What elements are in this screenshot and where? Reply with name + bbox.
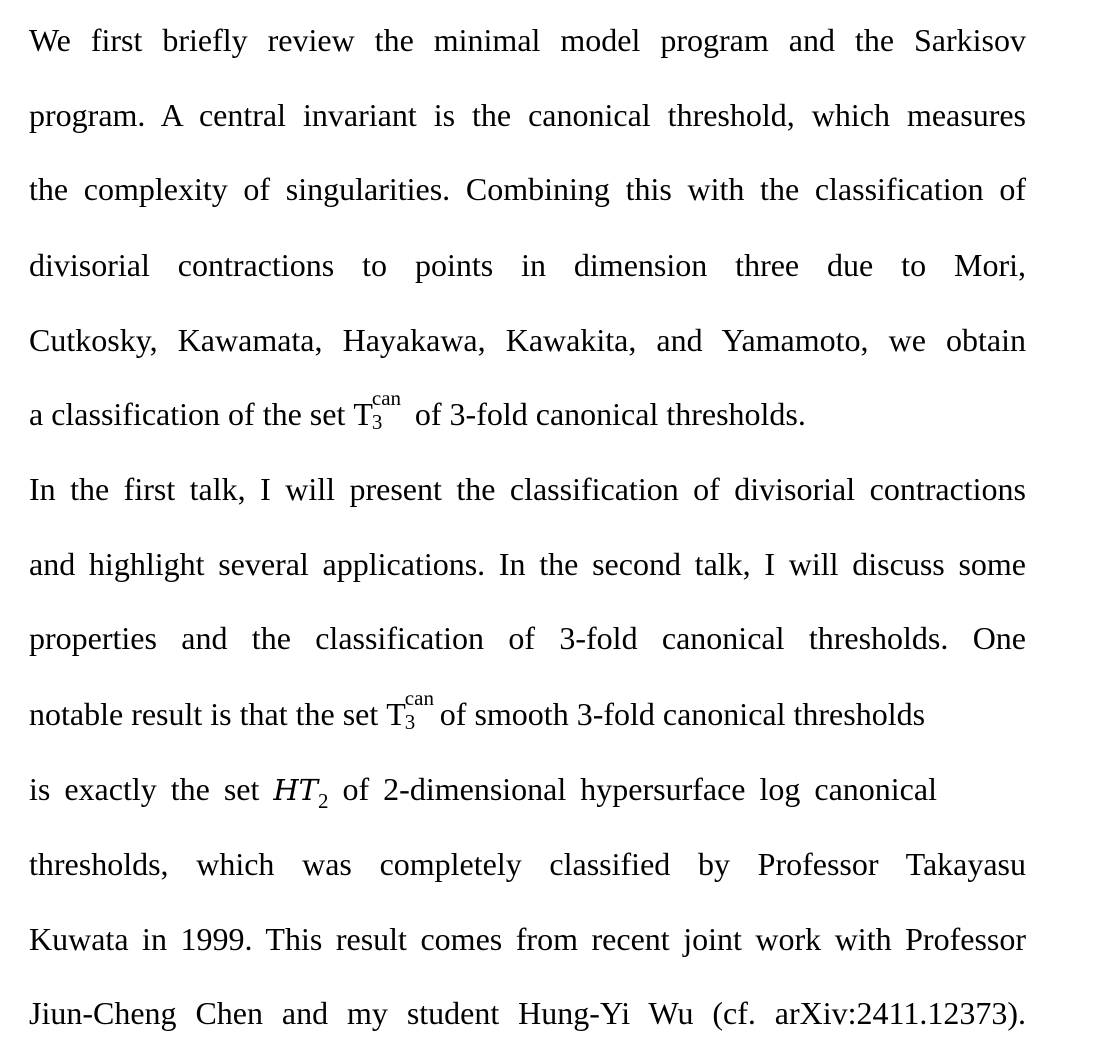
text-line-11-before: is exactly the set [29,771,274,807]
text-line-3: the complexity of singularities. Combining this with the classification of [29,171,1026,207]
text-line-6-before: a classification of the set [29,396,354,432]
math-symbol-T: T [353,396,373,432]
text-line-11-after: of 2-dimensional hypersurface log canonical [328,771,937,807]
text-line-10-after: of smooth 3-fold canonical thresholds [439,696,926,732]
text-line-10-before: notable result is that the set [29,696,387,732]
text-line-8: and highlight several applications. In the second talk, I will discuss some [29,546,1026,582]
text-line-10 [29,686,1026,734]
text-line-13: Kuwata in 1999. This result comes from recent joint work with Professor [29,921,1026,957]
text-line-14: Jiun-Cheng Chen and my student Hung-Yi Wu (cf. arXiv:2411.12373). [29,995,1026,1031]
text-line-2: program. A central invariant is the canonical threshold, which measures [29,97,1026,133]
text-line-7: In the first talk, I will present the classification of divisorial contractions [29,471,1026,507]
math-subscript: 3 [371,410,383,434]
math-subscript: 3 [404,710,416,734]
text-line-9: properties and the classification of 3-fold canonical thresholds. One [29,620,1026,656]
math-symbol-HT: HT [273,773,319,807]
smooth-canonical-threshold-set-symbol [386,686,440,734]
text-line-11 [29,769,1026,813]
text-line-6-after: of 3-fold canonical thresholds. [406,396,806,432]
text-line-1: We first briefly review the minimal model program and the Sarkisov [29,22,1026,58]
hypersurface-lct-set-symbol [273,769,328,813]
math-symbol-T: T [386,696,406,732]
math-superscript: can [404,686,434,710]
text-line-6 [29,386,1026,434]
math-superscript: can [371,386,402,410]
canonical-threshold-set-symbol [353,386,407,434]
text-line-5: Cutkosky, Kawamata, Hayakawa, Kawakita, and Yamamoto, we obtain [29,322,1026,358]
text-line-4: divisorial contractions to points in dimension three due to Mori, [29,247,1026,283]
math-subscript: 2 [318,789,329,813]
text-line-12: thresholds, which was completely classified by Professor Takayasu [29,846,1026,882]
